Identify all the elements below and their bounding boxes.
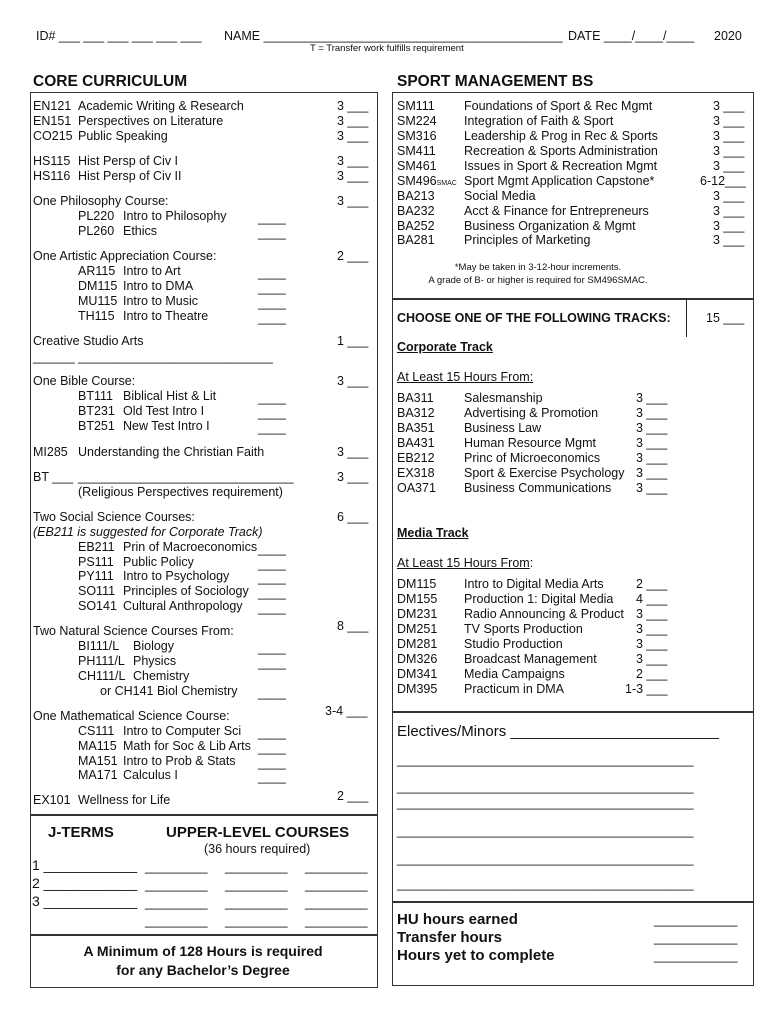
hours-field[interactable]: 3 ___ [636, 622, 668, 636]
option-blank[interactable]: ____ [258, 686, 286, 700]
option-name: New Test Intro I [123, 419, 210, 433]
electives-line[interactable]: _________________________________________ [397, 851, 694, 866]
media-from-colon: : [529, 556, 534, 570]
course-code: EN151 [33, 114, 72, 128]
option-blank[interactable]: ____ [258, 421, 286, 435]
hours-field[interactable]: 3 ___ [713, 204, 745, 218]
upper-level-field[interactable]: _________ [145, 860, 208, 874]
course-code: SM411 [397, 144, 436, 158]
option-name: Chemistry [133, 669, 190, 683]
transfer-hours-field[interactable]: ____________ [654, 931, 738, 945]
course-code: SM111 [397, 99, 435, 113]
natural-label: Two Natural Science Courses From: [33, 624, 234, 638]
media-from-text: At Least 15 Hours From [397, 556, 530, 570]
option-name: Calculus I [123, 768, 178, 782]
option-blank[interactable]: ____ [258, 571, 286, 585]
electives-label[interactable]: Electives/Minors _________________________ [397, 723, 719, 740]
hours-field[interactable]: 3 ___ [337, 194, 369, 208]
course-name: Perspectives on Literature [78, 114, 224, 128]
hours-field[interactable]: 3 ___ [713, 219, 745, 233]
option-name: Intro to Music [123, 294, 199, 308]
upper-level-field[interactable]: _________ [225, 878, 288, 892]
course-code: BA232 [397, 204, 435, 218]
course-name: Leadership & Prog in Rec & Sports [464, 129, 658, 143]
course-name: Studio Production [464, 637, 563, 651]
option-blank[interactable]: ____ [258, 226, 286, 240]
option-code: PL260 [78, 224, 115, 238]
course-code: CO215 [33, 129, 73, 143]
upper-level-field[interactable]: _________ [305, 914, 368, 928]
option-blank[interactable]: ____ [258, 726, 286, 740]
course-name: Business Law [464, 421, 542, 435]
upper-level-field[interactable]: _________ [225, 896, 288, 910]
option-blank[interactable]: ____ [258, 266, 286, 280]
option-blank[interactable]: ____ [258, 641, 286, 655]
course-name: Sport Mgmt Application Capstone* [464, 174, 655, 188]
option-code: MA115 [78, 739, 117, 753]
course-name: Wellness for Life [78, 793, 171, 807]
course-name: Academic Writing & Research [78, 99, 244, 113]
option-blank[interactable]: ____ [258, 756, 286, 770]
hours-field[interactable]: 3 ___ [636, 607, 668, 621]
course-code: DM155 [397, 592, 438, 606]
option-code: TH115 [78, 309, 115, 323]
option-blank[interactable]: ____ [258, 557, 286, 571]
course-code: EX318 [397, 466, 435, 480]
option-code: PH111/L [78, 654, 125, 668]
option-code: PS111 [78, 555, 114, 569]
course-name: Principles of Marketing [464, 233, 591, 247]
electives-line[interactable]: _________________________________________ [397, 795, 694, 810]
option-name: Principles of Sociology [123, 584, 249, 598]
option-blank[interactable]: ____ [258, 741, 286, 755]
social-suggestion: (EB211 is suggested for Corporate Track) [33, 525, 263, 539]
capstone-note-1: *May be taken in 3-12-hour increments. [454, 262, 622, 273]
option-code: PY111 [78, 569, 114, 583]
course-code: EN121 [33, 99, 72, 113]
option-blank[interactable]: ____ [258, 296, 286, 310]
hours-field[interactable]: 3 ___ [713, 99, 745, 113]
course-code: BA351 [397, 421, 435, 435]
hours-yet-field[interactable]: ____________ [654, 949, 738, 963]
option-code: SO111 [78, 584, 116, 598]
option-code: MA151 [78, 754, 118, 768]
hours-field[interactable]: 3 ___ [713, 189, 745, 203]
option-code: EB211 [78, 540, 115, 554]
course-code: EX101 [33, 793, 71, 807]
option-name: Intro to Psychology [123, 569, 230, 583]
option-code: BI111/L [78, 639, 120, 653]
option-name: Ethics [123, 224, 158, 238]
option-code: MA171 [78, 768, 118, 782]
upper-level-field[interactable]: _________ [145, 896, 208, 910]
math-label: One Mathematical Science Course: [33, 709, 230, 723]
option-name: Intro to Philosophy [123, 209, 227, 223]
upper-level-field[interactable]: _________ [305, 878, 368, 892]
creative-label: Creative Studio Arts [33, 334, 144, 348]
minimum-line1: A Minimum of 128 Hours is required [83, 943, 323, 959]
tracks-divider [686, 298, 687, 337]
hours-field[interactable]: 3 ___ [337, 445, 369, 459]
transfer-hours-label: Transfer hours [397, 929, 503, 946]
option-name: Intro to Prob & Stats [123, 754, 236, 768]
upper-level-subtitle: (36 hours required) [204, 842, 311, 856]
option-alt: or CH141 Biol Chemistry [100, 684, 238, 698]
hours-field[interactable]: 4 ___ [636, 592, 668, 606]
option-code: SO141 [78, 599, 117, 613]
upper-level-title: UPPER-LEVEL COURSES [166, 824, 350, 841]
option-name: Public Policy [123, 555, 194, 569]
course-name: Radio Announcing & Product [464, 607, 624, 621]
hours-field[interactable]: 3 ___ [636, 436, 668, 450]
hours-field[interactable]: 3 ___ [636, 481, 668, 495]
option-blank[interactable]: ____ [258, 770, 286, 784]
option-blank[interactable]: ____ [258, 542, 286, 556]
hours-field[interactable]: 2 ___ [337, 249, 369, 263]
course-name: Hist Persp of Civ I [78, 154, 179, 168]
option-name: Intro to Art [123, 264, 181, 278]
course-code: HS115 [33, 154, 71, 168]
hours-field[interactable]: 3 ___ [337, 374, 369, 388]
option-code: BT251 [78, 419, 115, 433]
hours-field[interactable]: 3 ___ [636, 391, 668, 405]
course-name: Acct & Finance for Entrepreneurs [464, 204, 649, 218]
hours-yet-label: Hours yet to complete [397, 947, 555, 964]
electives-line[interactable]: _________________________________________ [397, 779, 694, 794]
media-from-label [397, 556, 533, 570]
course-name: Sport & Exercise Psychology [464, 466, 625, 480]
course-code: BA311 [397, 391, 434, 405]
electives-line[interactable]: _________________________________________ [397, 823, 694, 838]
course-name: Practicum in DMA [464, 682, 565, 696]
hours-field[interactable]: 3 ___ [713, 114, 745, 128]
option-name: Intro to Computer Sci [123, 724, 242, 738]
upper-level-field[interactable]: _________ [305, 896, 368, 910]
option-code: BT111 [78, 389, 113, 403]
smac-subscript: SMAC [436, 180, 457, 187]
id-field[interactable]: ID# ___ ___ ___ ___ ___ ___ [36, 29, 202, 43]
course-code: DM231 [397, 607, 438, 621]
hours-field[interactable]: 3 ___ [636, 466, 668, 480]
year-label: 2020 [714, 29, 742, 43]
option-name: Old Test Intro I [123, 404, 205, 418]
upper-level-field[interactable]: _________ [145, 878, 208, 892]
hours-field[interactable]: 3 ___ [713, 159, 745, 173]
bt-note: (Religious Perspectives requirement) [78, 485, 283, 499]
hours-field[interactable]: 3 ___ [337, 129, 369, 143]
option-name: Prin of Macroeconomics [123, 540, 258, 554]
hours-field[interactable]: 3 ___ [713, 144, 745, 158]
option-name: Intro to Theatre [123, 309, 209, 323]
course-name: Princ of Microeconomics [464, 451, 601, 465]
hours-field[interactable]: 3 ___ [713, 129, 745, 143]
hours-field[interactable]: 6-12___ [700, 174, 746, 188]
option-name: Biblical Hist & Lit [123, 389, 217, 403]
course-name: Media Campaigns [464, 667, 565, 681]
course-name: Business Communications [464, 481, 612, 495]
bible-label: One Bible Course: [33, 374, 136, 388]
course-code: BA213 [397, 189, 435, 203]
date-field[interactable]: DATE ____/____/____ [568, 29, 695, 43]
course-code: BA431 [397, 436, 435, 450]
option-name: Cultural Anthropology [123, 599, 243, 613]
course-code: HS116 [33, 169, 71, 183]
tracks-hours-field[interactable]: 15 ___ [706, 311, 745, 325]
hours-field[interactable]: 6 ___ [337, 510, 369, 524]
course-code: OA371 [397, 481, 436, 495]
option-blank[interactable]: ____ [258, 406, 286, 420]
hours-field[interactable]: 3 ___ [636, 652, 668, 666]
hours-field[interactable]: 3 ___ [636, 406, 668, 420]
tracks-box [392, 298, 754, 713]
hu-hours-field[interactable]: ____________ [654, 913, 738, 927]
option-blank[interactable]: ____ [258, 311, 286, 325]
course-name: TV Sports Production [464, 622, 583, 636]
course-code: DM341 [397, 667, 438, 681]
course-code: DM251 [397, 622, 438, 636]
creative-blank[interactable]: ______ ____________________________ [33, 350, 273, 364]
option-name: Biology [133, 639, 174, 653]
course-name: Integration of Faith & Sport [464, 114, 614, 128]
option-name: Physics [133, 654, 177, 668]
course-name: Hist Persp of Civ II [78, 169, 182, 183]
hours-field[interactable]: 1 ___ [337, 334, 369, 348]
capstone-note-2: A grade of B- or higher is required for SM496SMAC. [428, 275, 648, 286]
course-code: SM224 [397, 114, 437, 128]
bt-name-field[interactable]: _______________________________ [78, 470, 294, 484]
jterms-title: J-TERMS [48, 824, 114, 841]
course-code: SM316 [397, 129, 437, 143]
hours-field[interactable]: 1-3 ___ [625, 682, 668, 696]
option-code: CS111 [78, 724, 115, 738]
hours-field[interactable]: 2 ___ [337, 789, 369, 803]
upper-level-field[interactable]: _________ [305, 860, 368, 874]
course-code: SM496 [397, 174, 437, 188]
course-name: Issues in Sport & Recreation Mgmt [464, 159, 658, 173]
electives-line[interactable]: _________________________________________ [397, 752, 694, 767]
course-code: DM115 [397, 577, 437, 591]
hours-field[interactable]: 2 ___ [636, 667, 668, 681]
hours-field[interactable]: 3 ___ [337, 99, 369, 113]
hours-field[interactable]: 3 ___ [337, 470, 369, 484]
philosophy-label: One Philosophy Course: [33, 194, 169, 208]
social-label: Two Social Science Courses: [33, 510, 195, 524]
transfer-note: T = Transfer work fulfills requirement [310, 43, 464, 54]
course-code: DM326 [397, 652, 438, 666]
course-code: DM395 [397, 682, 438, 696]
hu-hours-label: HU hours earned [397, 911, 518, 928]
hours-field[interactable]: 3 ___ [636, 421, 668, 435]
option-blank[interactable]: ____ [258, 391, 286, 405]
upper-level-field[interactable]: _________ [225, 914, 288, 928]
core-curriculum-title: CORE CURRICULUM [33, 73, 188, 90]
name-field[interactable]: NAME ___________________________________________ [224, 29, 563, 43]
course-code: BA252 [397, 219, 435, 233]
option-blank[interactable]: ____ [258, 281, 286, 295]
course-name: Foundations of Sport & Rec Mgmt [464, 99, 653, 113]
option-code: PL220 [78, 209, 115, 223]
jterm-field[interactable]: 2 ____________ [32, 875, 138, 891]
course-code: MI285 [33, 445, 68, 459]
course-code: SM461 [397, 159, 437, 173]
jterm-field[interactable]: 3 ____________ [32, 893, 138, 909]
option-blank[interactable]: ____ [258, 601, 286, 615]
jterm-field[interactable]: 1 ____________ [32, 857, 138, 873]
course-code: DM281 [397, 637, 438, 651]
course-name: Social Media [464, 189, 536, 203]
option-blank[interactable]: ____ [258, 586, 286, 600]
hours-field[interactable]: 3 ___ [636, 451, 668, 465]
hours-field[interactable]: 3 ___ [337, 154, 369, 168]
option-code: BT231 [78, 404, 115, 418]
hours-field[interactable]: 8 ___ [337, 619, 369, 633]
hours-field[interactable]: 2 ___ [636, 577, 668, 591]
upper-level-field[interactable]: _________ [225, 860, 288, 874]
option-name: Intro to DMA [123, 279, 194, 293]
option-name: Math for Soc & Lib Arts [123, 739, 251, 753]
hours-field[interactable]: 3 ___ [337, 114, 369, 128]
course-code: EB212 [397, 451, 435, 465]
hours-field[interactable]: 3 ___ [713, 233, 745, 247]
bt-code-field[interactable]: BT ___ [33, 470, 74, 484]
minimum-line2: for any Bachelor’s Degree [116, 962, 290, 978]
electives-line[interactable]: _________________________________________ [397, 876, 694, 891]
course-code: BA281 [397, 233, 435, 247]
course-name: Intro to Digital Media Arts [464, 577, 604, 591]
media-track-title: Media Track [397, 526, 469, 540]
option-blank[interactable]: ____ [258, 656, 286, 670]
hours-field[interactable]: 3 ___ [337, 169, 369, 183]
option-code: MU115 [78, 294, 118, 308]
option-blank[interactable]: ____ [258, 211, 286, 225]
course-name: Public Speaking [78, 129, 168, 143]
course-name: Production 1: Digital Media [464, 592, 614, 606]
hours-field[interactable]: 3 ___ [636, 637, 668, 651]
course-code: BA312 [397, 406, 435, 420]
option-code: DM115 [78, 279, 118, 293]
course-name: Understanding the Christian Faith [78, 445, 265, 459]
course-name: Business Organization & Mgmt [464, 219, 636, 233]
corporate-from-label: At Least 15 Hours From: [397, 370, 534, 384]
course-name: Advertising & Promotion [464, 406, 599, 420]
course-name: Salesmanship [464, 391, 543, 405]
option-code: CH111/L [78, 669, 126, 683]
course-name: Recreation & Sports Administration [464, 144, 658, 158]
corporate-track-title: Corporate Track [397, 340, 493, 354]
sport-management-title: SPORT MANAGEMENT BS [397, 73, 594, 90]
course-name: Human Resource Mgmt [464, 436, 596, 450]
course-name: Broadcast Management [464, 652, 597, 666]
option-code: AR115 [78, 264, 116, 278]
artistic-label: One Artistic Appreciation Course: [33, 249, 217, 263]
upper-level-field[interactable]: _________ [145, 914, 208, 928]
hours-field[interactable]: 3-4 ___ [325, 704, 368, 718]
tracks-title: CHOOSE ONE OF THE FOLLOWING TRACKS: [397, 311, 671, 325]
